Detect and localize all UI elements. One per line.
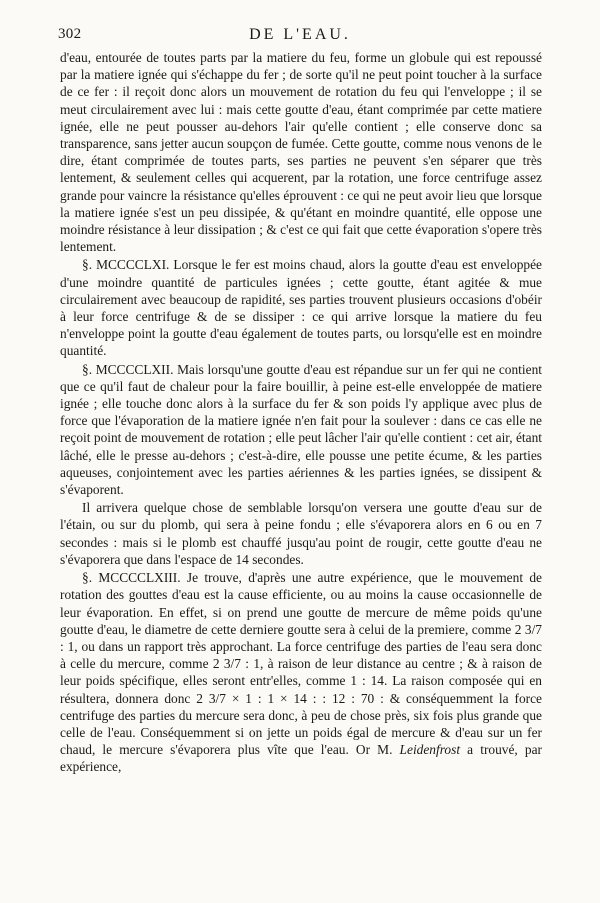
paragraph-section-1463-text: §. MCCCCLXIII. Je trouve, d'après une autre expérience, que le mouvement de rotation des gouttes d'eau est la cause efficiente, ou au moins la cause occasionnelle de leur évaporation. En effet, si on prend une goutte de mercure de même poids qu'une goutte d'eau, le diametre de cette derniere goutte sera à celui de la premiere, comme 2 3/7 : 1, ou dans un rapport très approchant. La force centrifuge des parties de l'eau sera donc à celle du mercure, comme 2 3/7 : 1, à raison de leur distance au centre ; & à raison de leur poids spécifique, elles seront entr'elles, comme 1 : 14. La raison composée qui en résultera, donnera donc 2 3/7 × 1 : 1 × 14 : : 12 : 70 : & conséquemment la force centrifuge des parties du mercure sera donc, à peu de chose près, six fois plus grande que celle de l'eau. Conséquemment si on jette un poids égal de mercure & d'eau sur un fer chaud, le mercure s'évaporera plus vîte que l'eau. Or M. [60,570,542,758]
body-text [60,49,542,776]
paragraph-continuation: d'eau, entourée de toutes parts par la matiere du feu, forme un globule qui est repoussé par la matiere ignée qui s'échappe du fer ; de sorte qu'il ne peut point toucher à la surface de ce fer : il reçoit donc alors un mouvement de rotation du feu qui l'enveloppe ; il se meut circulairement avec lui : mais cette goutte d'eau, étant comprimée par cette matiere ignée, elle ne peut pousser au-dehors l'air qu'elle contient ; elle conserve donc sa transparence, sans jetter aucun soupçon de fumée. Cette goutte, comme nous venons de le dire, étant comprimée de toutes parts, ses parties ne peuvent s'en séparer que très lentement, & seulement celles qui acquerent, par la rotation, une force centrifuge assez grande pour vaincre la résistance qu'elles éprouvent : ce qui ne peut avoir lieu que lorsque la matiere ignée s'est un peu dissipée, & qu'étant en moindre quantité, elle oppose une moindre résistance à leur dissipation ; & c'est ce qui fait que cette évaporation s'opere très lentement. [60,50,542,255]
paragraph-section-1462: §. MCCCCLXII. Mais lorsqu'une goutte d'eau est répandue sur un fer qui ne contient que ce qu'il faut de chaleur pour la faire bouillir, à peine est-elle enveloppée de matiere ignée ; elle touche donc alors à la surface du fer & son poids l'y applique avec plus de force que l'évaporation de la matiere ignée n'en fait pour la soulever : dans ce cas elle ne reçoit point de mouvement de rotation ; elle peut lâcher l'air qu'elle contient : cet air, étant lâché, elle le presse au-dehors ; c'est-à-dire, elle pousse une petite écume, & les parties aqueuses, conjointement avec les parties aériennes & les parties ignées, se dissipent & s'évaporent. [60,361,542,498]
running-title: DE L'EAU. [249,26,351,43]
author-name-leidenfrost: Leidenfrost [399,742,461,758]
paragraph-section-1461: §. MCCCCLXI. Lorsque le fer est moins chaud, alors la goutte d'eau est enveloppée d'une moindre quantité de particules ignées ; cette goutte, étant agitée & mue circulairement avec beaucoup de rapidité, ses parties trouvent plusieurs occasions d'obéir à leur force centrifuge & de se dissiper : ce qui arrive lorsque la matiere du feu n'enveloppe point la goutte d'eau également de toutes parts, ou lorsqu'elle est en moindre quantité. [60,257,542,359]
page-header [58,26,542,48]
paragraph-section-1463-tail: a trouvé, par expérience, [60,742,542,775]
paragraph-section-1463 [60,569,542,775]
paragraph-tin-lead: Il arrivera quelque chose de semblable lorsqu'on versera une goutte d'eau sur de l'étain, ou sur du plomb, qui sera à peine fondu ; elle s'évaporera alors en 6 ou en 7 secondes : mais si le plomb est chauffé jusqu'au point de rougir, cette goutte d'eau ne s'évaporera que dans l'espace de 14 secondes. [60,500,542,567]
page-number: 302 [58,26,82,42]
